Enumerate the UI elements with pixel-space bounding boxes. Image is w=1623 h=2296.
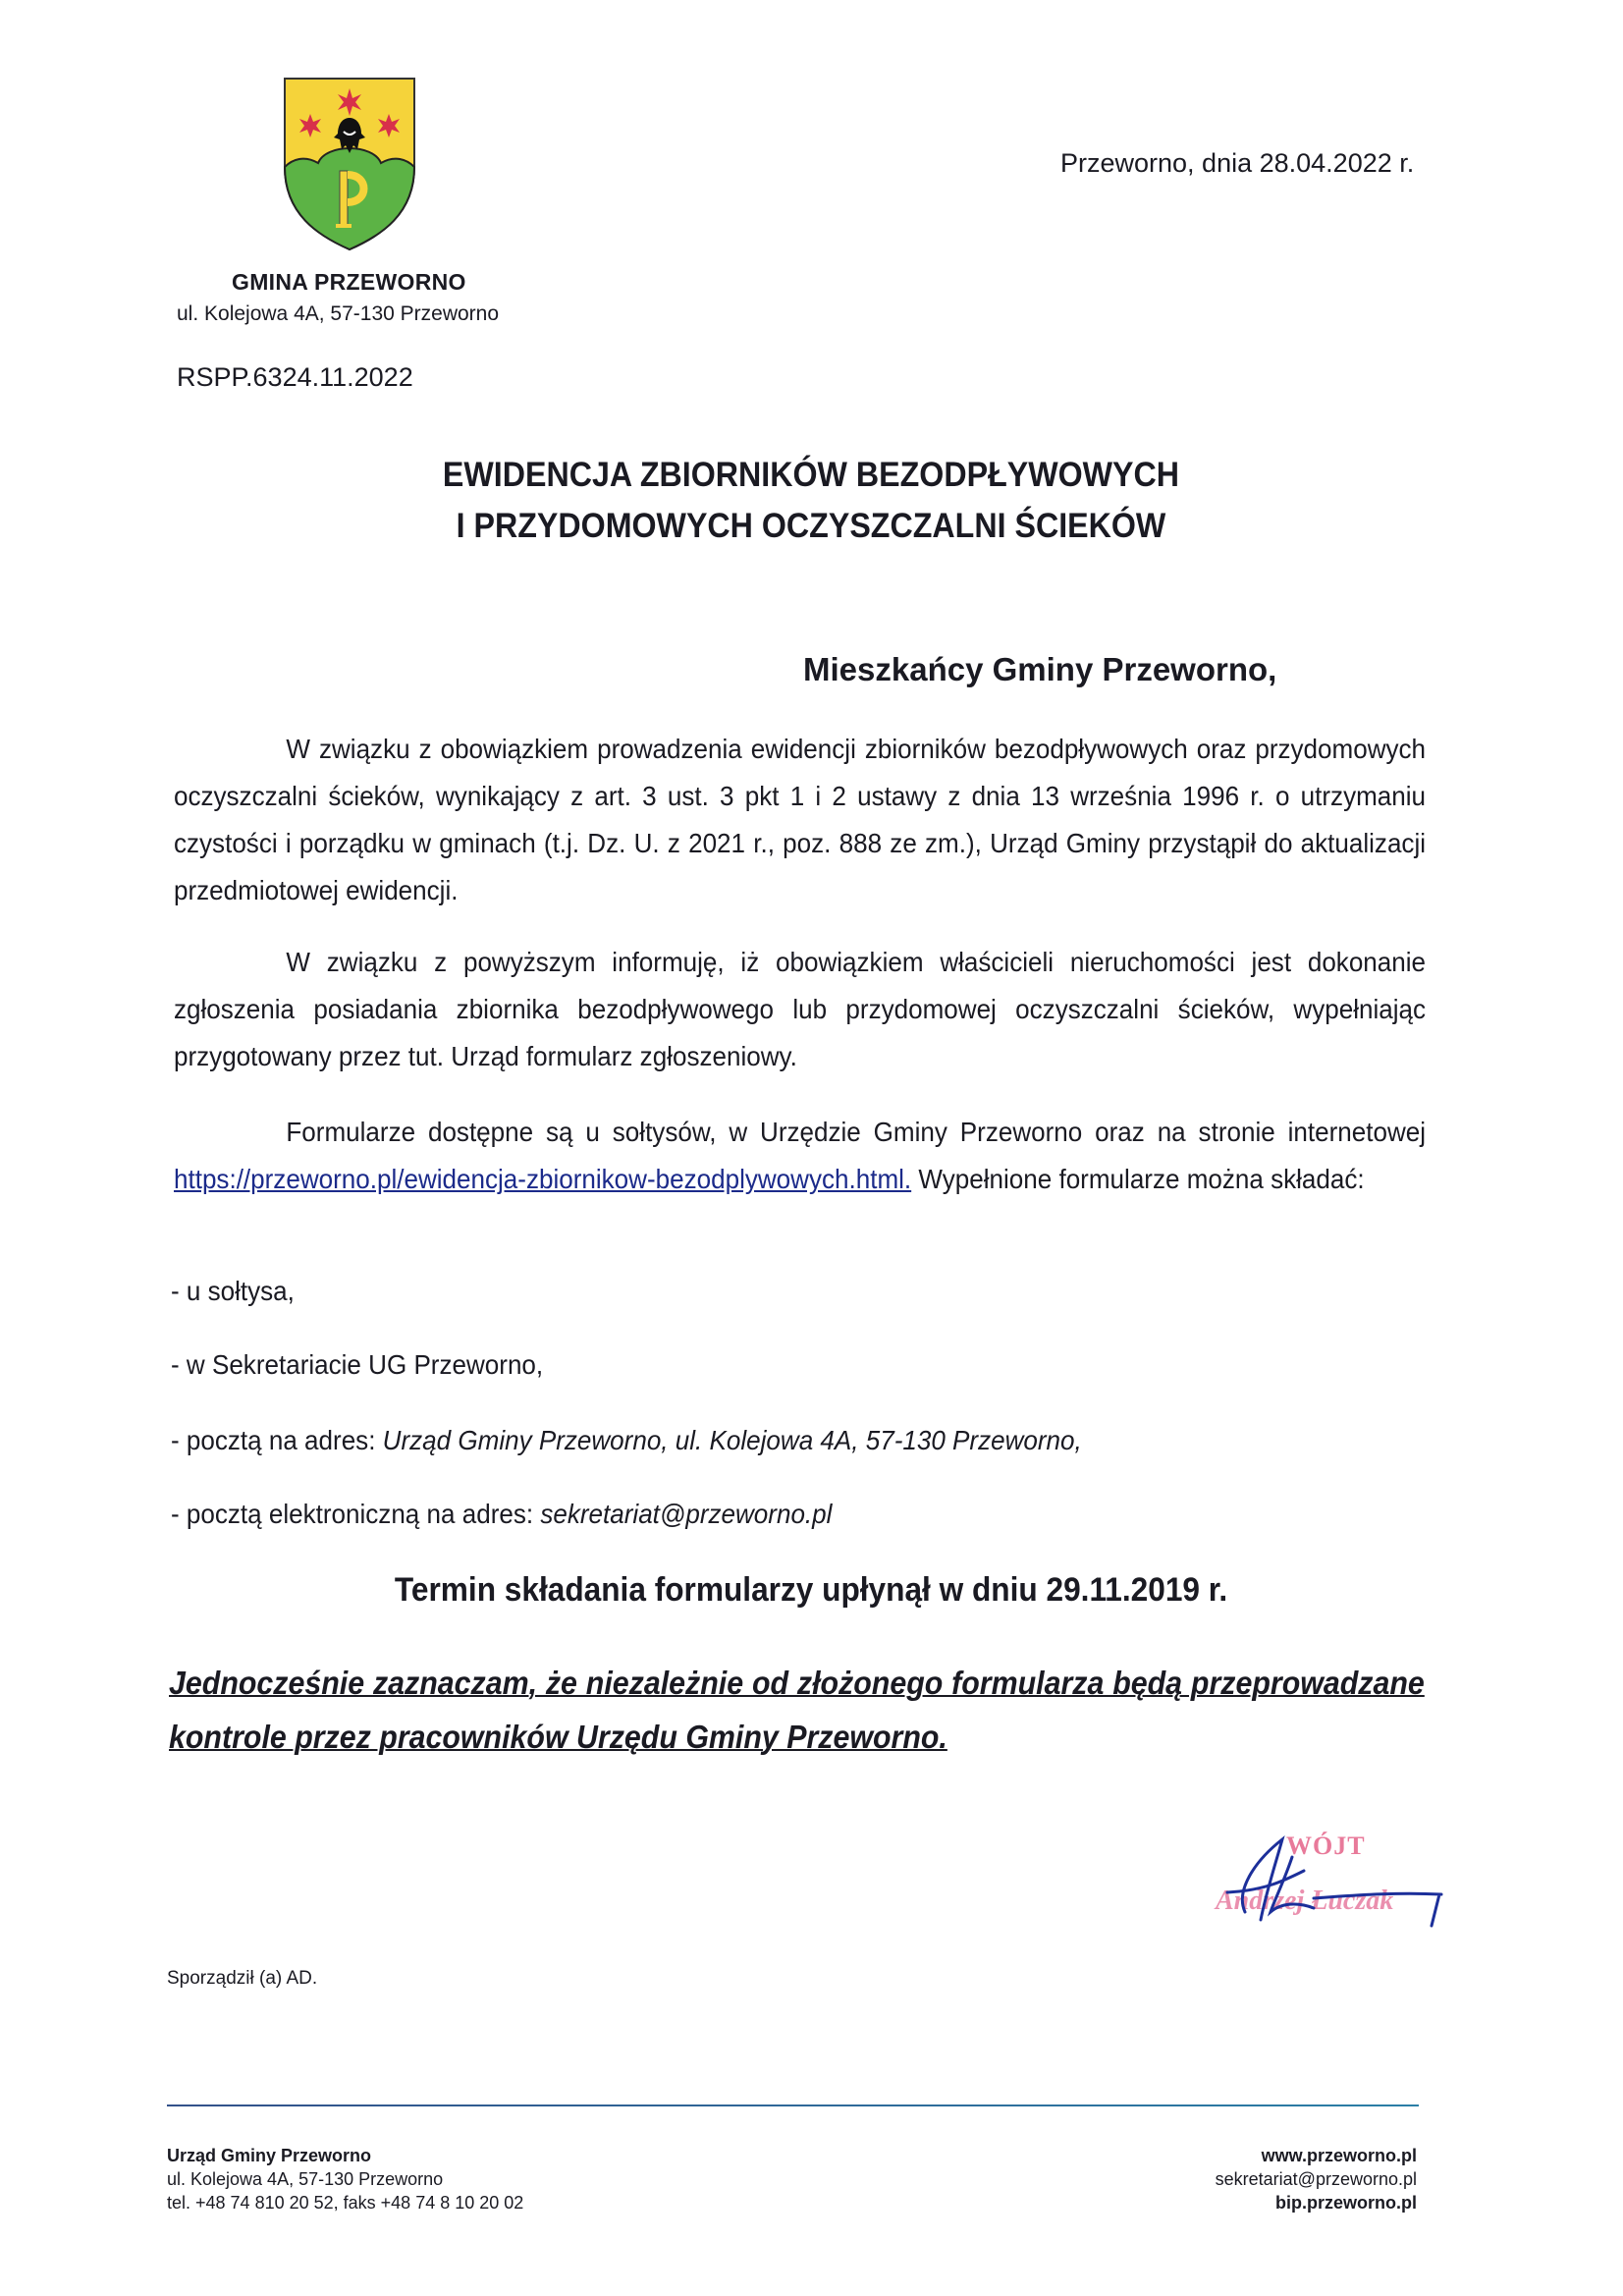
paragraph-3-text: Formularze dostępne są u sołtysów, w Urzędzie Gminy Przeworno oraz na stronie internetowej: [286, 1117, 1427, 1147]
org-name: GMINA PRZEWORNO: [232, 269, 466, 295]
footer-divider: [167, 2105, 1419, 2106]
prepared-by: Sporządził (a) AD.: [167, 1968, 318, 1989]
footer-office-name: Urząd Gminy Przeworno: [167, 2146, 372, 2165]
inspection-notice: Jednocześnie zaznaczam, że niezależnie od złożonego formularza będą przeprowadzane kontrole przez pracowników Urzędu Gminy Przeworno.: [169, 1665, 1425, 1755]
paragraph-3-tail: Wypełnione formularze można składać:: [911, 1164, 1365, 1194]
list-item-text: - pocztą elektroniczną na adres:: [171, 1499, 541, 1529]
list-item: [171, 1421, 1082, 1460]
paragraph-2: [174, 939, 1426, 1080]
paragraph-2-text: W związku z powyższym informuję, iż obowiązkiem właścicieli nieruchomości jest dokonanie zgłoszenia posiadania zbiornika bezodpływowego lub przydomowej oczyszczalni ścieków, wypełniając przygotowany przez tut. Urząd formularz zgłoszeniowy.: [174, 947, 1427, 1071]
title-line-1: EWIDENCJA ZBIORNIKÓW BEZODPŁYWOWYCH: [442, 456, 1180, 494]
document-title: [65, 450, 1558, 552]
list-item-text: - u sołtysa,: [171, 1276, 295, 1306]
list-item: [171, 1345, 543, 1385]
footer-links: [1216, 2144, 1417, 2214]
deadline-notice: Termin składania formularzy upłynął w dniu 29.11.2019 r.: [394, 1571, 1228, 1609]
footer-address: ul. Kolejowa 4A, 57-130 Przeworno: [167, 2169, 444, 2189]
title-line-2: I PRZYDOMOWYCH OCZYSZCZALNI ŚCIEKÓW: [456, 507, 1166, 545]
list-item-text: - w Sekretariacie UG Przeworno,: [171, 1349, 544, 1380]
stamp-name: Andrzej Łuczak: [1216, 1886, 1394, 1916]
registry-form-link[interactable]: https://przeworno.pl/ewidencja-zbiornikow-bezodplywowych.html.: [174, 1164, 912, 1194]
salutation: Mieszkańcy Gminy Przeworno,: [803, 651, 1277, 687]
handwritten-signature-icon: [1206, 1822, 1471, 1930]
stamp-title: WÓJT: [1286, 1831, 1366, 1860]
list-item-text: - pocztą na adres:: [171, 1425, 383, 1455]
email-address: sekretariat@przeworno.pl: [540, 1499, 833, 1529]
paragraph-1: [174, 726, 1426, 914]
list-item: [171, 1495, 832, 1534]
footer-phone: tel. +48 74 810 20 52, faks +48 74 8 10 20 02: [167, 2193, 524, 2213]
reference-number: RSPP.6324.11.2022: [177, 362, 413, 392]
org-address: ul. Kolejowa 4A, 57-130 Przeworno: [177, 302, 500, 325]
paragraph-1-text: W związku z obowiązkiem prowadzenia ewidencji zbiorników bezodpływowych oraz przydomowych oczyszczalni ścieków, wynikający z art. 3 ust. 3 pkt 1 i 2 ustawy z dnia 13 września 1996 r. o utrzymaniu czystości i porządku w gminach (t.j. Dz. U. z 2021 r., poz. 888 ze zm.), Urząd Gminy przystąpił do aktualizacji przedmiotowej ewidencji.: [174, 734, 1427, 905]
list-item: [171, 1272, 295, 1311]
footer-contact: [167, 2144, 523, 2214]
place-date: Przeworno, dnia 28.04.2022 r.: [1060, 148, 1415, 178]
list-item-italic: Urząd Gminy Przeworno, ul. Kolejowa 4A, 57-130 Przeworno,: [382, 1425, 1082, 1455]
coat-of-arms-icon: [283, 77, 416, 251]
footer-bip: bip.przeworno.pl: [1275, 2193, 1417, 2213]
paragraph-3: [174, 1109, 1426, 1203]
footer-website: www.przeworno.pl: [1261, 2146, 1417, 2165]
footer-email: sekretariat@przeworno.pl: [1215, 2169, 1417, 2189]
